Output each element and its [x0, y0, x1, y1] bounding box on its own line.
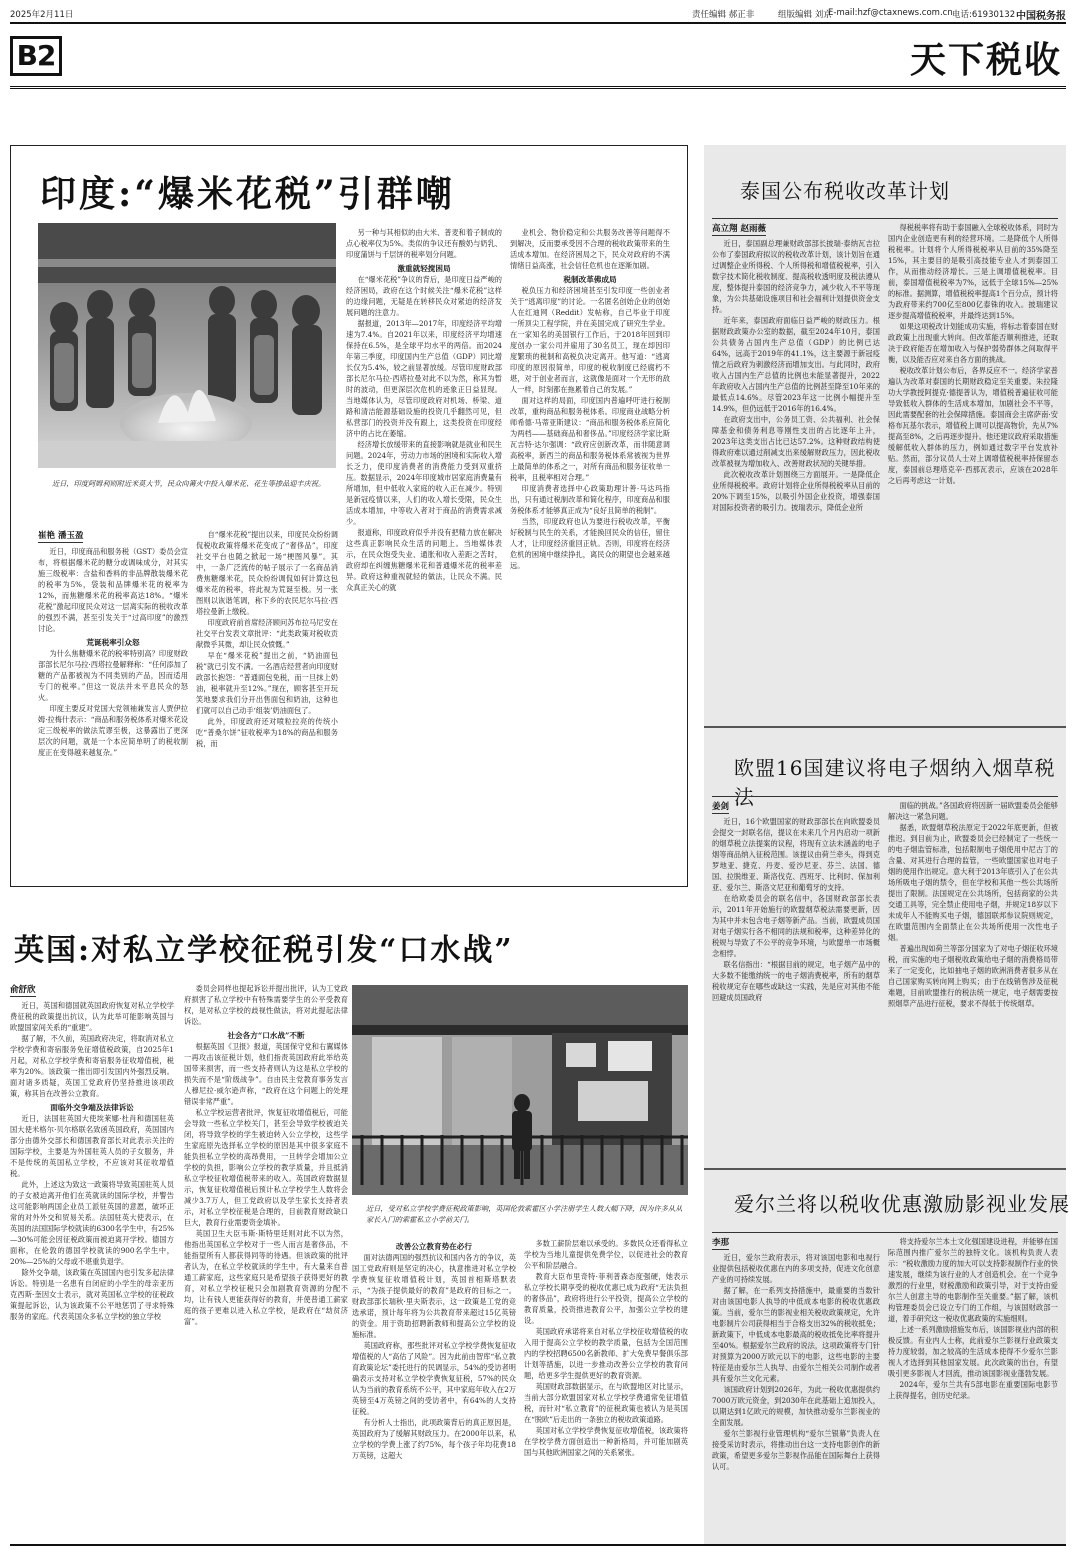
eu-title: 欧盟16国建议将电子烟纳入烟草税法: [734, 756, 1056, 809]
paragraph: 据了解，在一系列支持措施中，最重要的当数针对由该国电影人执导的中低成本电影的税收优惠政策。当前，爱尔兰的影视业相关税收政策规定，允许电影制片公司获得相当于合格支出32%的税收抵免；新政策下，中低成本电影最高的税收抵免比率将提升至40%。根据爱尔兰政府的说法，这项政策将专门针对预算为2000万欧元以下的电影，这些电影的主要特征是由爱尔兰人执导、由爱尔兰相关公司制作或者具有爱尔兰文化元素。: [712, 1286, 880, 1383]
india-subhead-1: 荒诞税率引众怒: [86, 638, 140, 647]
paragraph: 有分析人士指出，此项政策背后的真正原因是，英国政府为了缓解其财政压力。在2000年以来，私立学校的学费上涨了约75%，每个孩子年均花费18万英镑，这超大: [352, 1418, 516, 1460]
section-title: 天下税收: [909, 39, 1062, 81]
india-subhead-2: 激重就轻搅困局: [397, 264, 451, 273]
paragraph: 税负压力和经济困境甚至引发印度一些创业者关于“逃离印度”的讨论。一名匿名创始企业的创始人在红迪网（Reddit）发帖称，自己毕业于印度一所顶尖工程学院，并在美国完成了研究生学业。在一家知名的美国银行工作后，于2018年回到印度创办一家公司并雇用了30名员工，现在却因印度繁琐的税制和高税负决定离开。他写道：“逃离印度的原因很简单，印度的税收制度已经腐朽不堪，对于创业者而言，这就像是面对一个无形的敌人一样，时刻都在拖累着自己的发展。”: [510, 286, 670, 394]
uk-column-3: [352, 1238, 516, 1544]
uk-photo-caption: 近日，受对私立学校学费征税政策影响，英国伦敦索霍区小学注册学生人数大幅下降，因为许多从从家长入门的索霍私立小学前关门。: [366, 1204, 683, 1224]
uk-column-4: [524, 1238, 688, 1544]
paragraph: 英国财政部数据显示，在与欧盟地区对比显示，当前大部分欧盟国家对私立学校学费通常免征增值税，而针对“私立教育”的征税政策也被认为是英国在“脱欧”后走出的一条独立的税收政策道路。: [524, 1382, 688, 1424]
paragraph: 为什么焦糖爆米花的税率特别高？印度财政部部长尼尔马拉·西塔拉曼解释称：“任何添加了糖的产品都被视为不同类别的产品，因而适用专门的税率。”但这一说法并未平息民众的怒火。: [38, 649, 188, 702]
paragraph: 在“爆米花税”争议的背后，是印度日益严峻的经济困局，政府在这个时候关注“爆米花税”这样的边缘问题，无疑是在转移民众对紧迫的经济发展问题的注意力。: [346, 275, 502, 317]
paragraph: 据了解，不久前，英国政府决定，将取消对私立学校学费和寄宿服务免征增值税政策，自2025年1月起，对私立学校学费和寄宿服务征收增值税，税率为20%。该政策一推出即引发国内外强烈反响。面对诸多质疑，英国工党政府仍坚持推进该项政策，称其旨在改善公立教育。: [10, 1034, 174, 1098]
paragraph: 近日，爱尔兰政府表示，将对该国电影和电视行业提供包括税收优惠在内的多项支持，促进文化创意产业的可持续发展。: [712, 1253, 880, 1284]
paragraph: 税收改革计划公布后，各界反应不一。经济学家普遍认为改革对泰国的长期财政稳定至关重要。朱拉隆功大学教授阿提克·德提普认为，增值税普遍征收可能导致低收入群体的生活成本增加，加剧社会不平等，因此需要配套的社会保障措施。泰国商会主席萨南·安格布瓦基尔表示，增值税上调可以提高物价，先从7%提高至8%，之后再逐步提升。他还建议政府采取措施缓解低收入群体的压力，例如通过数字平台发放补贴。然而，部分议员人士对上调增值税税率持保留态度，泰国前总理塔克辛·西那瓦表示，应该在2028年之后再考虑这一计划。: [888, 366, 1058, 485]
paragraph: 在给欧委员会的联名信中，各国财政部部长表示，2011年开始施行的欧盟烟草税法需要更新，因为其中并未包含电子烟等新产品。当前，欧盟成员国对电子烟实行各不相同的法规和税率，这种差异化的税规与导致了不公平的竞争环境，与欧盟单一市场概念相悖。: [712, 894, 880, 958]
thailand-column-1: [712, 238, 880, 718]
eu-author: 姜剑: [712, 802, 730, 812]
uk-author: 俞舒欣: [10, 985, 36, 995]
uk-subhead-3: 改善公立教育势在必行: [396, 1242, 472, 1251]
paragraph: 近日，英国和德国就英国政府恢复对私立学校学费征税的政策提出抗议，认为此举可能影响英国与欧盟国家间关系的“重建”。: [10, 1001, 174, 1032]
masthead-phone: 电话:61930132: [952, 10, 1016, 20]
paragraph: 教育大臣布里奇特·菲利普森态度强硬，她表示私立学校长期享受的税收优惠已成为政府“无法负担的奢侈品”，政府将进行公平投资，提高公立学校的教育质量，投资推进教育公平，加强公立学校的建设。: [524, 1272, 688, 1325]
uk-column-2: [184, 983, 348, 1544]
divider: [704, 1168, 1066, 1170]
paragraph: 印度主要反对党国大党领袖兼发言人贾伊拉姆·拉梅什表示：“商品和服务税体系对爆米花设定三级税率的做法荒谬至极，这暴露出了更深层次的问题，就是一个本应简单明了的税收制度正在变得越来越复杂。”: [38, 704, 188, 757]
paragraph: 近日，法国驻英国大使埃莱娜·杜肖和德国驻英国大使米格尔·贝尔格联名致函英国政府，英国国内部分由德外交部长和德国教育部长对此表示关注的国际学校，主要是为外国驻英人员的子女服务，并不是传统的英国私立学校，不应该对其征收增值税。: [10, 1114, 174, 1178]
header-rule: [10, 86, 1066, 89]
paragraph: 面临的挑战。”各国政府将因新一届欧盟委员会能够解决这一紧急问题。: [888, 801, 1058, 821]
uk-title: 英国:对私立学校征税引发“口水战”: [14, 933, 514, 968]
india-subhead-3: 税制改革佛成局: [563, 275, 617, 284]
thailand-author: 高立翔 赵雨薇: [712, 224, 766, 234]
bonfire-crowd-image: [38, 223, 336, 468]
page-number: B2: [10, 36, 62, 76]
thailand-title: 泰国公布税收改革计划: [740, 179, 950, 203]
paragraph: 近日，泰国副总理兼财政部部长披瑞·泰纳瓦吉拉公布了泰国政府拟议的税收改革计划，该计划旨在通过调整企业所得税、个人所得税和增值税税率，引入数字技术简化税收制度、提高税收透明度及税法遵从度，整体提升泰国的经济竞争力，减少收入不平等现象，为公共基础设施项目和社会福利计划提供资金支持。: [712, 239, 880, 314]
paragraph: 英国政府承诺将来自对私立学校征收增值税的收入用于提高公立学校的教学质量，包括为全国范围内的学校招聘6500名新教师、扩大免费早餐俱乐部计划等措施，以进一步推动改善公立学校的教育问题，给更多学生提供更好的教育资源。: [524, 1327, 688, 1380]
bottom-rule: [10, 1544, 1066, 1546]
masthead-paper-name: 中国税务报: [1016, 11, 1066, 22]
paragraph: 私立学校运营者批评，恢复征收增值税后，可能会导致一些私立学校关门，甚至会导致学校被迫关闭，将导致学校的学生被迫转入公立学校，这些学生家庭原先选择私立学校的原因是其中很多家庭不能负担私立学校的高昂费用，一旦转学会增加公立学校的负担，影响公立学校的教学质量，并且抵消私立学校征收增值税带来的收入。英国政府数据显示，恢复征收增值税后预计私立学校学生人数将会减少3.7万人，但工党政府以及学生家长支持者表示，对私立学校征税是合理的，目前教育财政缺口巨大，教育行业需要资金填补。: [184, 1108, 348, 1227]
paragraph: 面对这样的局面，印度国内普遍呼吁进行税制改革，重构商品和服务税体系。印度商业战略分析师希德·马蒂亚斯建议：“商品和服务税体系应简化为两档——基础商品和奢侈品。”印度经济学家比斯瓦吉特·达尔强调：“政府应创新改革，而非随意调高税率，新西兰的商品和服务税体系常被视为世界上最简单的体系之一，对所有商品和服务征收单一税率，且税率相对合理。”: [510, 396, 670, 482]
india-photo-caption: 近日，印度阿姆利则附近米莫大节，民众向篝火中投入爆米花、花生等掺品迎丰庆祝。: [52, 479, 326, 488]
paragraph: 普遍出现如荷兰等部分国家为了对电子烟征收环境税，而实施的电子烟税收政策给电子烟的消费格局带来了一定变化，比如抽电子烟的欧洲消费者很多从在自己国家购买转向网上购买；由于在线销售涉及征税难题，目前欧盟推行的税法统一规定，电子烟需要按照烟草产品进行征税，要求不得低于传统烟草。: [888, 944, 1058, 1008]
top-rule: [10, 22, 1066, 24]
paragraph: 英国对私立学校学费恢复征收增值税，该政策将在学校学费方面创造出一种新格局，并可能加剧英国与其他欧洲国家之间的关系紧张。: [524, 1426, 688, 1457]
paragraph: 联名信指出：“根据目前的规定，电子烟产品中的大多数不能缴纳统一的电子烟消费税率，所有的烟草税收规定存在哪些或缺这一实践，先是应对其他不能回避成员国政府: [712, 960, 880, 1002]
paragraph: 业机会、物价稳定和公共服务改善等问题得不到解决，反而要承受因不合理的税收政策带来的生活成本增加。在经济困局之下，民众对政府的不满情绪日益高涨，社会信任危机也在逐渐加剧。: [510, 228, 670, 270]
ireland-column-2: [888, 1236, 1058, 1542]
india-column-4: [510, 227, 670, 878]
eu-column-2: [888, 800, 1058, 1162]
paragraph: 据报道，2013年—2017年，印度经济平均增速为7.4%。自2021年以来，印度经济平均增速保持在6.5%，是全球平均水平的两倍。而2024年第三季度，印度国内生产总值（GDP）同比增长仅为5.4%，较之前显著放缓。尽管印度财政部部长尼尔马拉·西塔拉曼对此不以为然，称其为暂时的波动，但更深层次危机的迹象正日益显现。当地媒体认为，尽管印度政府对机场、桥梁、道路和清洁能源基础设施的投资几乎翻然可见，但私营部门的投资并没有跟上，这类投资在印度经济中的占比在萎缩。: [346, 319, 502, 438]
paragraph: 近年来，泰国政府面临日益严峻的财政压力。根据财政政策办公室的数据，截至2024年10月，泰国公共债务占国内生产总值（GDP）的比例已达64%，远高于2019年的41.1%，这主要源于新冠疫情之后政府为刺激经济而增加支出。与此同时，政府收入占国内生产总值的比例也未能显著提升，2022年政府收入占国内生产总值的比例甚至降至10年来的最低点14.6%。尽管2023年这一比例小幅提升至14.9%，但仍远低于2016年的16.4%。: [712, 316, 880, 413]
masthead-date: 2025年2月11日: [10, 10, 74, 20]
paragraph: 委员会同样也提起诉讼并提出批评，认为工党政府损害了私立学校中有特殊需要学生的公平受教育权，是对私立学校的歧视性做法，将对此提起法律诉讼。: [184, 984, 348, 1026]
paragraph: 近日，16个欧盟国家的财政部部长在向欧盟委员会提交一封联名信，提议在未来几个月内启动一项新的烟草税立法提案的议程，将现有立法未涵盖的电子烟等商品纳入征税范围。该提议由荷兰牵头，得到克罗地亚、捷克、丹麦、爱沙尼亚、芬兰、法国、德国、拉脱维亚、斯洛伐克、西班牙、比利时、保加利亚、爱尔兰、斯洛文尼亚和葡萄牙的支持。: [712, 817, 880, 892]
ireland-author: 李那: [712, 1238, 730, 1248]
paragraph: 当然，印度政府也认为要进行税收改革，平衡好税制与民生的关系，才能换回民众的信任，留住人才，让印度经济重回正轨。否则，印度将在经济危机的困境中继续挣扎，离民众的期望也会越来越远。: [510, 517, 670, 570]
paragraph: 面对法德两国的强烈抗议和国内各方的争议，英国工党政府则是坚定的决心，执意推进对私立学校学费恢复征收增值税计划，英国首相斯塔默表示，“为孩子提供最好的教育”是政府的目标之一。财政部部长瑞秋·里夫斯表示，这一政策是工党的竞选承诺，预计每年将为公共教育带来超过15亿英镑的资金。用于资助招聘新教师和提高公立学校的设施标准。: [352, 1253, 516, 1339]
india-column-3: [346, 227, 502, 878]
paragraph: 此外，印度政府还对喷粒拉亮的传统小吃“普桑尔饼”征收税率为18%的商品和服务税，而: [196, 717, 338, 748]
divider: [704, 726, 1066, 728]
thailand-column-2: [888, 222, 1058, 718]
india-title: 印度:“爆米花税”引群嘲: [40, 173, 455, 215]
india-column-1: [38, 546, 188, 878]
paragraph: 据悉，欧盟烟草税法原定于2022年底更新，但被推迟。到目前为止，欧盟委员会已经制定了一些统一的电子烟监管标准，包括限制电子烟使用中尼古丁的含量、对其进行合理的监管，一些欧盟国家也对电子烟的使用作出规定。意大利于2013年底引入了在公共场所吸电子烟的禁令，但在学校和其他一些公共场所提出了限制。法国规定在公共场所，包括商家的公共交通工具等，完全禁止使用电子烟，并规定18岁以下未成年人不能购买电子烟，德国联邦参议院则规定，在欧盟范围内全面禁止在公共场所使用一次性电子烟。: [888, 823, 1058, 942]
paragraph: 印度政府前首席经济顾问苏布拉马尼安在社交平台发表文章批评：“此类政策对税收贡献微乎其微，却让民众愤慨。”: [196, 618, 338, 649]
eu-column-1: [712, 816, 880, 1162]
uk-subhead-1: 面临外交争端及法律诉讼: [50, 1103, 134, 1112]
masthead-editor: 责任编辑 郝正非: [692, 10, 755, 20]
india-column-2: [196, 529, 338, 878]
paragraph: 多数工薪阶层难以承受的。多数民众还看得私立学校为当地儿童提供免费学位，以促进社会的教育公平和阶层融合。: [524, 1239, 688, 1270]
school-gate-image: [352, 985, 688, 1195]
paragraph: 此次税收改革计划围绕三方面展开。一是降低企业所得税税率。政府计划将企业所得税税率从目前的20%下调至15%，以吸引外国企业投资，增强泰国对国际投资者的吸引力。披瑞表示，降低企业所: [712, 470, 880, 512]
masthead-designer: 组版编辑 刘京: [778, 10, 832, 20]
india-author: 崔艳 潘玉盈: [38, 531, 84, 541]
paragraph: 早在“爆米花税”提出之前，“奶油面包税”就已引发不满。一名酒店经营者向印度财政部长抱怨：“普通面包免税，而一旦抹上奶油，税率就升至12%。”现在，顾客甚至开玩笑地要求我们分开出售面包和奶油，这种也们就可以自己动手‘组装’奶油面包了。: [196, 651, 338, 715]
divider: [712, 218, 1058, 219]
divider: [712, 796, 1058, 797]
paragraph: 自“爆米花税”提出以来，印度民众纷纷调侃税收政策将爆米花变成了“奢侈品”，印度社交平台也随之掀起一场“梗图风暴”。其中，一条广泛流传的帖子展示了一名商品消费焦糖爆米花，民众纷纷调侃如何计算这包爆米花的税率，将此视为荒诞至极。另一张图则以诙谐笔调，称下乡的农民尼尔马拉·西塔拉曼新上缴税。: [196, 530, 338, 616]
paragraph: 另一种与其相似的由大米、普麦和着子制成的点心税率仅为5%。类似的争议还有酸奶与奶乳、印度蒲饼与千层饼的税率划分问题。: [346, 228, 502, 259]
paragraph: 报道称，印度政府似乎并没有把精力放在解决这些真正影响民众生活的问题上。当地媒体表示，在民众饱受失业、通胀和收入差距之苦时，政府却在纠缠焦糖爆米花和普通爆米花的税率差异。政府这种重视就轻的做法，让民众不满。民众真正关心的就: [346, 528, 502, 592]
uk-subhead-2: 社会各方“口水战”不断: [227, 1031, 305, 1040]
paragraph: 英国政府称，那些批评对私立学校学费恢复征收增值税的人“高估了风险”。因为此前由智库“私立教育政策论坛”委托进行的民调显示，54%的受访者明确表示支持对私立学校学费恢复征税，57%的民众认为当前的教育系统不公平，其中家庭年收入在2万英镑至4万英镑之间的受访者中，有64%的人支持征税。: [352, 1341, 516, 1416]
paragraph: 将支持爱尔兰本土文化强国建设进程，并能够在国际范围内推广爱尔兰的独特文化。该机构负责人表示：“税收激励力度的加大可以支持影视制作行业的快速发展，继续为该行业的人才创造机会。在一个竞争激烈的行业里，财税激励和政策引导，对于支持由爱尔兰人创意主导的电影制作至关重要。”据了解，该机构管理委员会已设立专门的工作组，与该国财政部一道，着手研究这一税收优惠政策的实施细则。: [888, 1237, 1058, 1323]
paragraph: 得税税率将有助于泰国融入全球税收体系，同时为国内企业创造更有利的经营环境。二是降低个人所得税税率。计划将个人所得税税率从目前的35%降至15%，其主要目的是吸引高技能专业人才到泰国工作，从而推动经济增长。三是上调增值税税率。目前，泰国增值税税率为7%，远低于全球15%—25%的标准。据测算，增值税税率提高1个百分点，预计将为政府带来约700亿至800亿泰铢的收入。披瑞建议逐步提高增值税税率，并最终达到15%。: [888, 223, 1058, 320]
india-festival-photo: [38, 223, 336, 468]
paragraph: 根据英国《卫报》报道，英国保守党和右翼媒体一再攻击该征税计划，他们指责英国政府此举给英国带来损害，而一些支持者则认为这是私立学校的损失而不是“阶级战争”。自由民主党教育事务发言人穆尼拉·威尔逊声称，“政府在这个问题上的处理错误非常严重”。: [184, 1042, 348, 1106]
paragraph: 除外交争端，该政策在英国国内也引发多起法律诉讼。特别是一名患有自闭症的小学生的母亲亚历克西斯·奎因女士表示，就对英国私立学校的征税政策提起诉讼，认为该政策不公平地惩罚了寻求特殊服务的家庭。代表英国众多私立学校的独立学校: [10, 1268, 174, 1321]
paragraph: 印度消费者选择中心政策助理计善·马达玛指出，只有通过税制改革和简化程序，印度商品和服务税体系才能够真正成为“良好且简单的税制”。: [510, 484, 670, 515]
ireland-title: 爱尔兰将以税收优惠激励影视业发展: [734, 1192, 1070, 1216]
paragraph: 如果这项税改计划能成功实施，将标志着泰国在财政政策上出现重大转向。但改革能否顺利推进，还取决于政府能否在增加收入与保护弱势群体之间取得平衡，以及能否应对来自各方面的挑战。: [888, 322, 1058, 364]
paragraph: 爱尔兰影视行业管理机构“爱尔兰银幕”负责人在接受采访时表示，将推动出台这一支持电影创作的新政策，希望更多爱尔兰影视作品能在国际舞台上获得认可。: [712, 1429, 880, 1471]
masthead: [10, 6, 1066, 22]
paragraph: 经济增长放缓带来的直接影响就是就业和民生问题。2024年，劳动力市场的困境和实际收入增长乏力，使印度消费者的消费能力受到双重挤压。数据显示，2024年印度城市居家庭消费量有所增加，但中低收入家庭的收入正在减少。特别是新冠疫情以来，人们的收入增长受限，民众生活成本增加，中等收入者对于商品的消费需求减少。: [346, 440, 502, 526]
paragraph: 2024年，爱尔兰共有5部电影在重要国际电影节上获得提名，创历史纪录。: [888, 1380, 1058, 1400]
uk-column-1: [10, 1000, 174, 1544]
paragraph: 在政府支出中，公务员工资、公共福利、社会保障基金和债务利息等刚性支出的占比逐年上升，2023年这类支出占比已达57.2%。这种财政结构使得政府难以通过削减支出来缓解财政压力，因此税收改革被视为增加收入、改善财政状况的关键举措。: [712, 415, 880, 468]
paragraph: 此外，上述这为致这一政策将导致英国驻英人员的子女被迫离开他们在英就读的国际学校，并警告这可能影响两国企业员工派驻英国的意愿，破坏正常的对外外交和贸易关系。法国驻英大使表示，在英国的法国国际学校就读的6300名学生中，有25%—30%可能会因征税政策而被迫离开学校。德国方面称，在伦敦的德国学校就读的900名学生中，20%—25%的父母或不堪重负退学。: [10, 1180, 174, 1266]
masthead-email: E-mail:hzf@ctaxnews.com.cn: [828, 8, 953, 18]
uk-school-photo: [352, 985, 688, 1195]
paragraph: 近日，印度商品和服务税（GST）委员会宣布，将根据爆米花的糖分或调味成分，对其实施三级税率：含盐和香料的非品牌散装爆米花的税率为5%，袋装和品牌爆米花的税率为12%，而焦糖爆米花的税率高达18%。“爆米花税”激起印度民众对这一层离实际的税收改革的强烈不满，甚至引发关于“过高印度”的激烈讨论。: [38, 547, 188, 633]
paragraph: 上述一系列激励措施发布后，该国影视业内部的积极反馈。有业内人士称，此前爱尔兰影视行业政策支持力度较弱，加之较高的生活成本使得不少爱尔兰影视人才选择到其他国家发展。此次政策的出台，有望吸引更多影视人才回流，推动该国影视业蓬勃发展。: [888, 1325, 1058, 1378]
paragraph: 该国政府计划到2026年，为此一税收优惠提供约7000万欧元资金，到2030年在此基础上追加投入，以期达到1亿欧元的规模，加快推动爱尔兰影视业的全面发展。: [712, 1385, 880, 1427]
paragraph: 英国卫生大臣韦斯·斯特里廷则对此不以为然，他指出英国私立学校对于一些人而言是奢侈品，不能指望所有人都获得同等的待遇。但该政策的批评者认为，在私立学校就读的学生中，有大量来自普通工薪家庭，这些家庭只是希望孩子获得更好的教育，对私立学校征税只会加剧教育资源的分配不均，让有钱人更能获得好的教育，并使普通工薪家庭的孩子更难以进入私立学校，是政府在“劫贫济富”。: [184, 1229, 348, 1326]
divider: [712, 1232, 1058, 1233]
ireland-column-1: [712, 1252, 880, 1542]
